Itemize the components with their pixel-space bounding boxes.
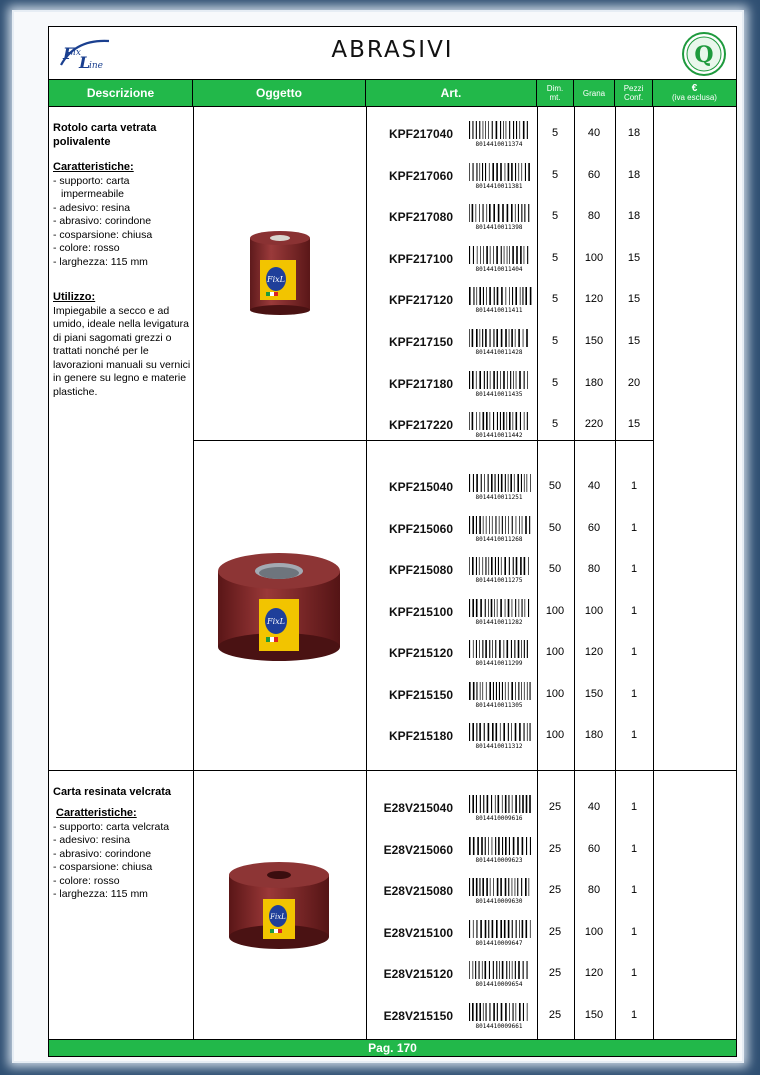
table-row xyxy=(366,723,736,753)
barcode-image xyxy=(464,369,534,397)
article-code: KPF217100 xyxy=(388,251,453,266)
pieces-value: 18 xyxy=(627,210,641,223)
dimension-value: 25 xyxy=(548,842,562,855)
dimension-value: 25 xyxy=(548,967,562,980)
section-description xyxy=(53,121,191,399)
grit-value: 40 xyxy=(587,480,601,492)
table-row xyxy=(366,878,736,908)
page-title: ABRASIVI xyxy=(331,37,454,63)
article-code: KPF217060 xyxy=(388,168,453,183)
barcode-image xyxy=(464,285,534,313)
col-descrizione: Descrizione xyxy=(49,80,193,106)
col-oggetto: Oggetto xyxy=(193,80,366,106)
pieces-value: 1 xyxy=(630,563,638,575)
barcode-image xyxy=(464,638,534,666)
barcode-number: 8014410011299 xyxy=(475,660,523,666)
table-row xyxy=(366,682,736,712)
barcode-number: 8014410009661 xyxy=(475,1023,523,1029)
dimension-value: 100 xyxy=(545,687,565,700)
pieces-value: 1 xyxy=(630,1009,638,1021)
barcode-image xyxy=(464,327,534,355)
article-code: KPF215100 xyxy=(388,604,453,619)
article-code: E28V215150 xyxy=(383,1009,453,1023)
velcro-roll-image xyxy=(226,859,332,953)
grit-value: 60 xyxy=(587,521,601,534)
dimension-value: 5 xyxy=(551,127,559,139)
dimension-value: 5 xyxy=(551,418,559,431)
grit-value: 100 xyxy=(584,604,604,617)
barcode-image xyxy=(464,721,534,749)
dimension-value: 25 xyxy=(548,884,562,897)
barcode-image xyxy=(464,410,534,438)
table-row xyxy=(366,557,736,587)
barcode-number: 8014410011381 xyxy=(475,182,523,189)
grit-value: 100 xyxy=(584,251,604,264)
barcode-image xyxy=(464,161,534,189)
dimension-value: 25 xyxy=(548,925,562,938)
feature-item: - cosparsione: chiusa xyxy=(53,861,191,875)
grit-value: 180 xyxy=(584,376,604,389)
table-row xyxy=(366,163,736,193)
dimension-value: 5 xyxy=(551,335,559,347)
barcode-number: 8014410009623 xyxy=(475,856,523,863)
barcode-number: 8014410011428 xyxy=(475,349,523,355)
feature-item: - larghezza: 115 mm xyxy=(53,256,191,270)
grit-value: 220 xyxy=(584,418,604,431)
barcode-number: 8014410011404 xyxy=(475,265,523,272)
grit-value: 60 xyxy=(587,842,601,855)
pieces-value: 1 xyxy=(630,967,638,980)
article-code: KPF215060 xyxy=(388,521,453,536)
barcode-image xyxy=(464,1001,534,1029)
grit-value: 80 xyxy=(587,210,601,223)
feature-item: - abrasivo: corindone xyxy=(53,848,191,862)
pieces-value: 1 xyxy=(630,521,638,534)
barcode-number: 8014410009630 xyxy=(475,898,523,905)
col-pezzi-line1: Pezzi xyxy=(623,84,644,93)
grit-value: 180 xyxy=(584,729,604,741)
barcode-number: 8014410011268 xyxy=(475,535,523,542)
grit-value: 40 xyxy=(587,801,601,813)
dimension-value: 5 xyxy=(551,168,559,181)
dimension-value: 25 xyxy=(548,1009,562,1021)
grit-value: 100 xyxy=(584,925,604,938)
article-code: KPF215120 xyxy=(388,646,453,660)
col-price-symbol: € xyxy=(691,83,698,94)
col-price xyxy=(653,80,736,106)
col-pezzi-line2: Conf. xyxy=(623,93,644,102)
dimension-value: 50 xyxy=(548,521,562,534)
pieces-value: 1 xyxy=(630,801,638,813)
features-list xyxy=(53,175,191,270)
pieces-value: 15 xyxy=(627,335,641,347)
pieces-value: 1 xyxy=(630,646,638,658)
col-price-note: (iva esclusa) xyxy=(672,93,717,102)
article-code: KPF217220 xyxy=(388,418,453,433)
barcode-number: 8014410011275 xyxy=(475,577,523,583)
barcode-number: 8014410011305 xyxy=(475,701,523,708)
feature-item: - supporto: carta impermeabile xyxy=(53,175,191,202)
pieces-value: 1 xyxy=(630,729,638,741)
dimension-value: 5 xyxy=(551,376,559,389)
grit-value: 120 xyxy=(584,967,604,980)
grit-value: 150 xyxy=(584,1009,604,1021)
page-footer: Pag. 170 xyxy=(49,1039,736,1056)
table-row xyxy=(366,640,736,670)
svg-text:L: L xyxy=(79,53,91,72)
svg-text:F: F xyxy=(63,44,75,63)
col-dim-line2: mt. xyxy=(549,93,561,102)
barcode-image xyxy=(464,472,534,500)
dimension-value: 50 xyxy=(548,563,562,575)
feature-item: - larghezza: 115 mm xyxy=(53,888,191,902)
table-row xyxy=(366,287,736,317)
barcode-number: 8014410009647 xyxy=(475,939,523,946)
large-roll-image xyxy=(214,549,344,667)
barcode-image xyxy=(464,514,534,542)
barcode-number: 8014410011442 xyxy=(475,432,523,439)
pieces-value: 1 xyxy=(630,604,638,617)
pieces-value: 1 xyxy=(630,842,638,855)
barcode-image xyxy=(464,959,534,987)
pieces-value: 18 xyxy=(627,168,641,181)
usage-text: Impiegabile a secco e ad umido, ideale nella levigatura di piani sagomati grezzi o trattati nonché per le lavorazioni manuali su vernici in genere su legno e materie plastiche. xyxy=(53,304,191,398)
feature-item: - colore: rosso xyxy=(53,242,191,256)
pieces-value: 15 xyxy=(627,293,641,306)
col-pezzi xyxy=(615,80,653,106)
svg-text:ix: ix xyxy=(73,48,81,58)
dimension-value: 100 xyxy=(545,646,565,658)
catalog-page xyxy=(48,26,737,1057)
pieces-value: 1 xyxy=(630,687,638,700)
grit-value: 150 xyxy=(584,687,604,700)
section-description xyxy=(53,785,191,902)
page-frame xyxy=(12,10,744,1063)
dimension-value: 50 xyxy=(548,480,562,492)
grit-value: 120 xyxy=(584,293,604,306)
pieces-value: 1 xyxy=(630,480,638,492)
barcode-number: 8014410009616 xyxy=(475,815,523,821)
article-code: KPF215180 xyxy=(388,729,453,743)
feature-item: - adesivo: resina xyxy=(53,202,191,216)
article-code: E28V215060 xyxy=(383,842,453,857)
product-name: Carta resinata velcrata xyxy=(53,786,172,798)
barcode-number: 8014410011251 xyxy=(475,494,523,500)
feature-item: - cosparsione: chiusa xyxy=(53,229,191,243)
article-code: KPF217040 xyxy=(388,127,453,141)
table-row xyxy=(366,961,736,991)
article-code: E28V215080 xyxy=(383,884,453,899)
barcode-number: 8014410009654 xyxy=(475,981,523,988)
svg-text:FixL: FixL xyxy=(270,913,286,921)
barcode-image xyxy=(464,119,534,147)
barcode-number: 8014410011312 xyxy=(475,743,523,749)
barcode-image xyxy=(464,793,534,821)
barcode-number: 8014410011435 xyxy=(475,390,523,397)
barcode-number: 8014410011374 xyxy=(475,141,523,147)
table-row xyxy=(366,1003,736,1033)
svg-text:Q: Q xyxy=(694,42,714,68)
pieces-value: 1 xyxy=(630,884,638,897)
svg-text:ine: ine xyxy=(89,61,104,71)
barcode-number: 8014410011398 xyxy=(475,224,523,231)
pieces-value: 15 xyxy=(627,251,641,264)
grit-value: 60 xyxy=(587,168,601,181)
col-dim xyxy=(537,80,574,106)
article-code: E28V215120 xyxy=(383,967,453,982)
article-code: KPF217150 xyxy=(388,335,453,349)
product-name: Rotolo carta vetrata xyxy=(53,122,157,134)
table-header xyxy=(49,80,736,107)
usage-label: Utilizzo: xyxy=(53,291,96,303)
barcode-image xyxy=(464,597,534,625)
table-row xyxy=(366,371,736,401)
features-label: Caratteristiche: xyxy=(53,161,134,173)
dimension-value: 25 xyxy=(548,801,562,813)
grit-value: 40 xyxy=(587,127,601,139)
article-code: KPF217080 xyxy=(388,210,453,225)
dimension-value: 5 xyxy=(551,210,559,223)
feature-item: - abrasivo: corindone xyxy=(53,215,191,229)
grit-value: 80 xyxy=(587,884,601,897)
grid-line xyxy=(193,107,194,1039)
pieces-value: 20 xyxy=(627,376,641,389)
table-row xyxy=(366,474,736,504)
table-row xyxy=(366,412,736,442)
dimension-value: 5 xyxy=(551,293,559,306)
barcode-image xyxy=(464,680,534,708)
feature-item: - adesivo: resina xyxy=(53,834,191,848)
dimension-value: 5 xyxy=(551,251,559,264)
feature-item: - supporto: carta velcrata xyxy=(53,821,191,835)
table-row xyxy=(366,837,736,867)
grit-value: 150 xyxy=(584,335,604,347)
barcode-image xyxy=(464,876,534,904)
table-row xyxy=(366,795,736,825)
barcode-image xyxy=(464,918,534,946)
features-list xyxy=(53,821,191,902)
article-code: KPF217180 xyxy=(388,376,453,391)
product-name: polivalente xyxy=(53,136,111,148)
col-grana: Grana xyxy=(574,80,615,106)
table-row xyxy=(366,516,736,546)
grid-line xyxy=(49,770,736,771)
table-row xyxy=(366,121,736,151)
dimension-value: 100 xyxy=(545,604,565,617)
table-row xyxy=(366,920,736,950)
article-code: E28V215100 xyxy=(383,925,453,940)
article-code: KPF215040 xyxy=(388,480,453,494)
features-label: Caratteristiche: xyxy=(56,807,137,819)
table-row xyxy=(366,246,736,276)
article-code: KPF217120 xyxy=(388,293,453,308)
col-art: Art. xyxy=(366,80,537,106)
barcode-image xyxy=(464,202,534,230)
barcode-image xyxy=(464,835,534,863)
page-header xyxy=(49,27,736,80)
barcode-number: 8014410011282 xyxy=(475,618,523,625)
col-dim-line1: Dim. xyxy=(546,84,564,93)
table-row xyxy=(366,204,736,234)
table-row xyxy=(366,599,736,629)
dimension-value: 100 xyxy=(545,729,565,741)
grit-value: 120 xyxy=(584,646,604,658)
pieces-value: 18 xyxy=(627,127,641,139)
quality-q-logo xyxy=(681,31,727,77)
svg-text:FixL: FixL xyxy=(267,617,285,626)
feature-item: - colore: rosso xyxy=(53,875,191,889)
small-roll-image xyxy=(244,224,316,316)
table-row xyxy=(366,329,736,359)
pieces-value: 1 xyxy=(630,925,638,938)
article-code: E28V215040 xyxy=(383,801,453,815)
article-code: KPF215080 xyxy=(388,563,453,577)
svg-text:FixL: FixL xyxy=(267,275,285,284)
barcode-image xyxy=(464,244,534,272)
barcode-image xyxy=(464,555,534,583)
barcode-number: 8014410011411 xyxy=(475,307,523,314)
pieces-value: 15 xyxy=(627,418,641,431)
article-code: KPF215150 xyxy=(388,687,453,702)
grit-value: 80 xyxy=(587,563,601,575)
